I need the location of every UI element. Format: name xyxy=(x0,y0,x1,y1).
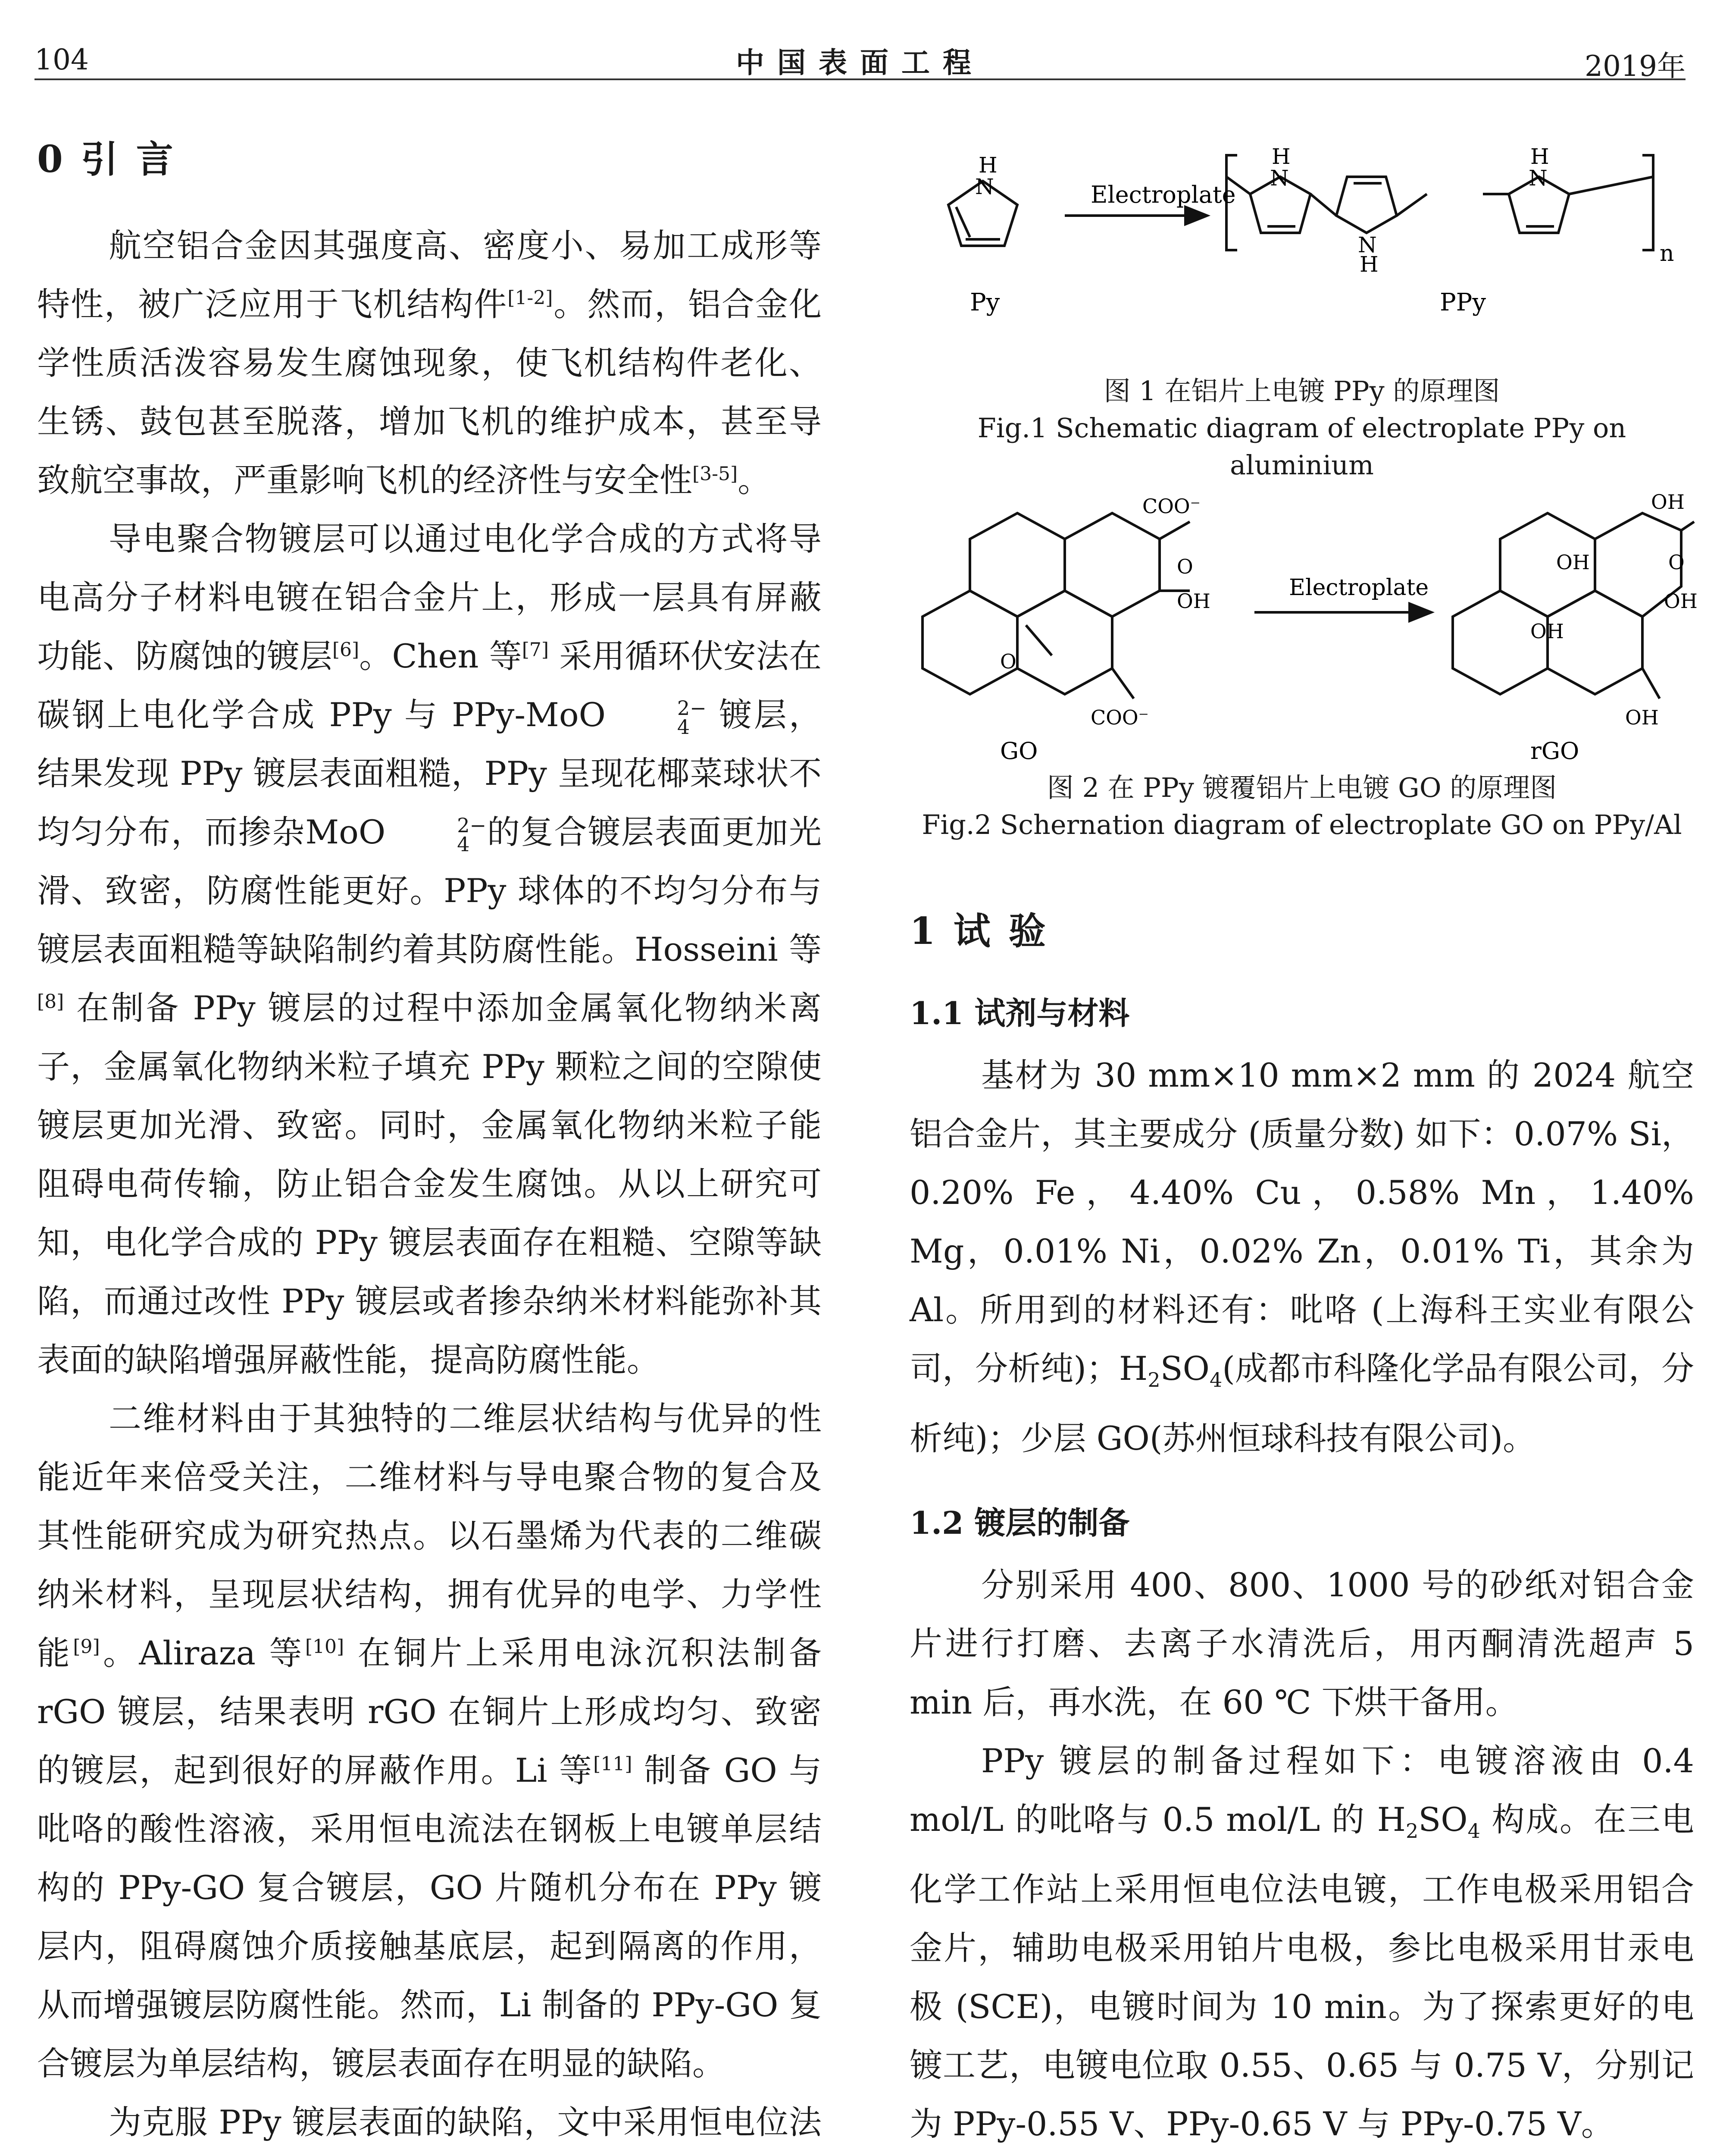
citation[interactable]: [8] xyxy=(37,990,64,1013)
go-structure xyxy=(970,513,1065,617)
group-label: O xyxy=(1000,650,1016,673)
group-label: OH xyxy=(1530,620,1564,643)
repeat-unit-label: n xyxy=(1660,241,1674,266)
atom-label: H xyxy=(1530,144,1549,169)
atom-label: N xyxy=(975,174,994,199)
group-label: OH xyxy=(1651,490,1685,514)
group-label: OH xyxy=(1625,706,1659,729)
figure-2-caption-en: Fig.2 Schernation diagram of electroplate GO on PPy/Al xyxy=(922,809,1682,840)
py-label: Py xyxy=(970,288,1000,317)
issue-year: 2019年 xyxy=(1585,50,1686,83)
right-column xyxy=(910,129,1698,2156)
atom-label: H xyxy=(1360,252,1379,277)
atom-label: N xyxy=(1529,166,1548,191)
preparation-paragraph-2: PPy 镀层的制备过程如下：电镀溶液由 0.4 mol/L 的吡咯与 0.5 mol/L 的 $H_2SO_4$ 构成。在三电化学工作站上采用恒电位法电镀，工作电极采用铝合金片，辅助电极采用铂片电极，参比电极采用甘汞电极 (SCE)，电镀时间为 10 min。为了探索更好的电镀工艺，电镀电位取 0.55、0.65 与 0.75 V，分别记为 PPy-0.55 V、PPy-0.65 V 与 PPy-0.75 V。 xyxy=(910,1742,1694,2143)
preparation-paragraph-3 xyxy=(910,2153,1694,2156)
running-header xyxy=(34,40,1686,83)
atom-label: N xyxy=(1358,232,1377,257)
group-label: COO⁻ xyxy=(1091,706,1149,729)
citation[interactable]: [11] xyxy=(593,1753,632,1775)
intro-paragraph-4: 为克服 PPy 镀层表面的缺陷，文中采用恒电位法 xyxy=(109,2103,822,2141)
left-column xyxy=(37,129,822,2156)
citation[interactable]: [9] xyxy=(73,1636,100,1658)
rgo-label: rGO xyxy=(1530,737,1579,765)
group-label: O xyxy=(1177,555,1193,578)
citation[interactable]: [10] xyxy=(305,1636,344,1658)
figure-2-diagram xyxy=(910,483,1698,768)
figure-2-caption-cn: 图 2 在 PPy 镀覆铝片上电镀 GO 的原理图 xyxy=(1047,772,1557,803)
intro-paragraph-2: 导电聚合物镀层可以通过电化学合成的方式将导电高分子材料电镀在铝合金片上，形成一层具有屏蔽功能、防腐蚀的镀层[6]。Chen 等[7] 采用循环伏安法在碳钢上电化学合成 PPy 与 PPy-MoO 2− 4 镀层，结果发现 PPy 镀层表面粗糙，PPy 呈现花椰菜球状不均匀分布，而掺杂MoO 2− 4 的复合镀层表面更加光滑、致密，防腐性能更好。PPy 球体的不均匀分布与镀层表面粗糙等缺陷制约着其防腐性能。Hosseini 等[8] 在制备 PPy 镀层的过程中添加金属氧化物纳米离子，金属氧化物纳米粒子填充 PPy 颗粒之间的空隙使镀层更加光滑、致密。同时，金属氧化物纳米粒子能阻碍电荷传输，防止铝合金发生腐蚀。从以上研究可知，电化学合成的 PPy 镀层表面存在粗糙、空隙等缺陷，而通过改性 PPy 镀层或者掺杂纳米材料能弥补其表面的缺陷增强屏蔽性能，提高防腐性能。 xyxy=(37,520,822,1379)
group-label: OH xyxy=(1177,589,1210,613)
group-label: OH xyxy=(1556,551,1590,574)
group-label: O xyxy=(1668,551,1685,574)
figure-2 xyxy=(910,483,1698,871)
group-label: COO⁻ xyxy=(1142,495,1201,518)
arrow-label: Electroplate xyxy=(1091,181,1236,208)
citation[interactable]: [7] xyxy=(522,639,549,661)
citation[interactable]: [1-2] xyxy=(507,287,553,309)
figure-1 xyxy=(910,129,1694,481)
ppy-label: PPy xyxy=(1440,288,1486,317)
subsection-heading-1-2: 1.2 镀层的制备 xyxy=(910,1504,1130,1542)
section-heading-experiment: 1 试 验 xyxy=(910,909,1048,953)
group-label: OH xyxy=(1664,589,1698,613)
subsection-heading-1-1: 1.1 试剂与材料 xyxy=(910,995,1130,1031)
intro-paragraph-3: 二维材料由于其独特的二维层状结构与优异的性能近年来倍受关注，二维材料与导电聚合物的复合及其性能研究成为研究热点。以石墨烯为代表的二维碳纳米材料，呈现层状结构，拥有优异的电学、力学性能[9]。Aliraza 等[10] 在铜片上采用电泳沉积法制备 rGO 镀层，结果表明 rGO 在铜片上形成均匀、致密的镀层，起到很好的屏蔽作用。Li 等[11] 制备 GO 与吡咯的酸性溶液，采用恒电流法在钢板上电镀单层结构的 PPy-GO 复合镀层，GO 片随机分布在 PPy 镀层内，阻碍腐蚀介质接触基底层，起到隔离的作用，从而增强镀层防腐性能。然而，Li 制备的 PPy-GO 复合镀层为单层结构，镀层表面存在明显的缺陷。 xyxy=(37,1399,822,2083)
citation[interactable]: [3-5] xyxy=(692,463,738,485)
journal-title: 中国表面工程 xyxy=(736,46,984,79)
arrow-label: Electroplate xyxy=(1289,575,1429,601)
page-number: 104 xyxy=(34,43,89,76)
citation[interactable]: [6] xyxy=(332,639,360,661)
figure-1-caption-en: Fig.1 Schematic diagram of electroplate PPy on aluminium xyxy=(977,412,1626,481)
materials-paragraph: 基材为 30 mm×10 mm×2 mm 的 2024 航空铝合金片，其主要成分 (质量分数) 如下：0.07% Si，0.20% Fe，4.40% Cu，0.58% Mn，1.40% Mg，0.01% Ni，0.02% Zn，0.01% Ti，其余为 Al。所用到的材料还有：吡咯 (上海科王实业有限公司，分析纯)；$H_2SO_4$(成都市科隆化学品有限公司，分析纯)；少层 GO(苏州恒球科技有限公司)。 xyxy=(910,1056,1694,1458)
atom-label: H xyxy=(979,153,998,178)
atom-label: H xyxy=(1272,144,1291,169)
figure-1-caption-cn: 图 1 在铝片上电镀 PPy 的原理图 xyxy=(1104,375,1500,407)
figure-1-diagram xyxy=(910,129,1694,371)
go-label: GO xyxy=(1000,737,1038,765)
section-heading-intro: 0 引 言 xyxy=(37,138,176,181)
atom-label: N xyxy=(1270,166,1289,191)
intro-paragraph-1: 航空铝合金因其强度高、密度小、易加工成形等特性，被广泛应用于飞机结构件[1-2]。然而，铝合金化学性质活泼容易发生腐蚀现象，使飞机结构件老化、生锈、鼓包甚至脱落，增加飞机的维护成本，甚至导致航空事故，严重影响飞机的经济性与安全性[3-5]。 xyxy=(37,226,822,499)
preparation-paragraph-1: 分别采用 400、800、1000 号的砂纸对铝合金片进行打磨、去离子水清洗后，用丙酮清洗超声 5 min 后，再水洗，在 60 ℃ 下烘干备用。 xyxy=(910,1566,1694,1722)
